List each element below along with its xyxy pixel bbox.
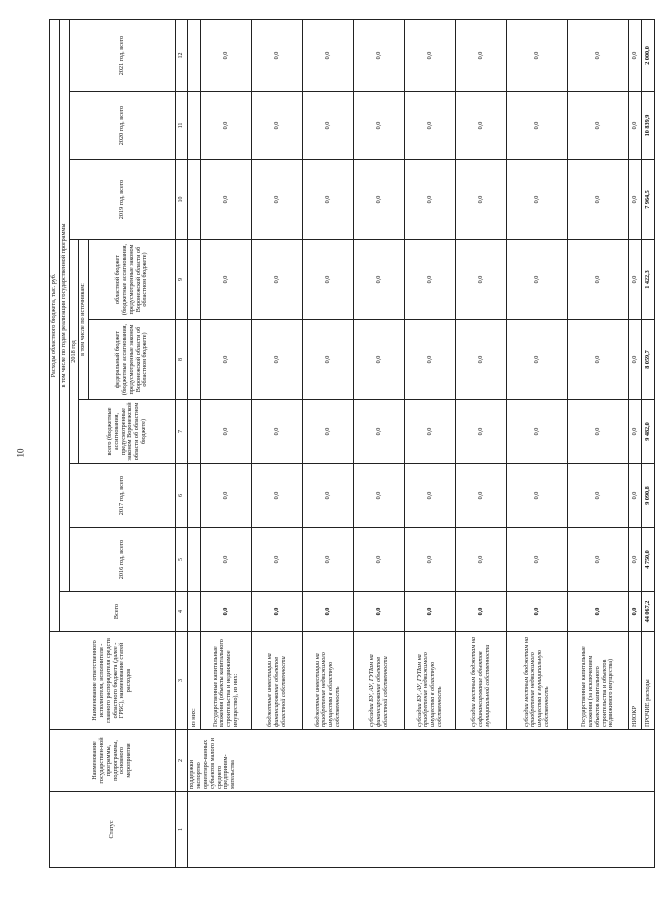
header-2021: 2021 год, всего bbox=[69, 19, 176, 91]
program-cell: поддержки экспортно ориентиро-ванных субъектов малого и среднего предприним-мательства bbox=[188, 730, 655, 792]
year-value: 0,0 bbox=[507, 19, 568, 91]
year-value: 0,0 bbox=[201, 464, 252, 528]
year-value: 0,0 bbox=[303, 92, 354, 160]
year-value: 0,0 bbox=[507, 464, 568, 528]
total-value: 0,0 bbox=[405, 592, 456, 632]
total-value: 0,0 bbox=[507, 592, 568, 632]
row-name: субсидии местным бюджетам на софинансирование объектов муниципальной собственности bbox=[456, 632, 507, 730]
year-value: 0,0 bbox=[507, 528, 568, 592]
header-executor: Наименование ответственного исполнителя, исполнителя - главного распорядителя средств областного бюджета (далее - ГРБС), наименование статей расходов bbox=[50, 632, 176, 730]
year-value: 0,0 bbox=[568, 240, 629, 320]
year-value: 0,0 bbox=[456, 160, 507, 240]
header-2016: 2016 год, всего bbox=[69, 528, 176, 592]
column-number: 10 bbox=[176, 160, 188, 240]
year-value: 0,0 bbox=[201, 400, 252, 464]
header-by-years: в том числе по годам реализации государственной программы bbox=[59, 19, 69, 591]
year-value: 0,0 bbox=[354, 464, 405, 528]
year-value: 0,0 bbox=[507, 320, 568, 400]
year-value: 0,0 bbox=[629, 400, 642, 464]
header-2018-regional: областной бюджет (бюджетные ассигнования, предусмотренные законом Воронежской области об областном бюджете) bbox=[89, 240, 176, 320]
column-number-row bbox=[176, 19, 188, 867]
year-value: 0,0 bbox=[568, 320, 629, 400]
total-value: 0,0 bbox=[629, 592, 642, 632]
year-value: 0,0 bbox=[456, 240, 507, 320]
year-value: 1 422,3 bbox=[642, 240, 655, 320]
year-value: 0,0 bbox=[456, 320, 507, 400]
year-value: 0,0 bbox=[405, 400, 456, 464]
column-number: 2 bbox=[176, 730, 188, 792]
year-value: 4 750,0 bbox=[642, 528, 655, 592]
total-value: 0,0 bbox=[456, 592, 507, 632]
year-value: 0,0 bbox=[405, 92, 456, 160]
year-value: 0,0 bbox=[303, 528, 354, 592]
year-value bbox=[188, 160, 201, 240]
header-status: Статус bbox=[50, 792, 176, 868]
header-2018-sources: в том числе по источникам: bbox=[79, 240, 89, 400]
row-name: субсидии местным бюджетам на приобретение недвижимого имущества в муниципальную собственность bbox=[507, 632, 568, 730]
year-value bbox=[188, 320, 201, 400]
year-value: 0,0 bbox=[405, 160, 456, 240]
row-name: Государственные капитальные вложения (за исключением объектов капитального строительства и объектов недвижимого имущества) bbox=[568, 632, 629, 730]
rotated-table-container bbox=[49, 20, 651, 868]
year-value bbox=[188, 92, 201, 160]
year-value: 10 839,9 bbox=[642, 92, 655, 160]
year-value: 0,0 bbox=[303, 19, 354, 91]
header-expenses: Расходы областного бюджета, тыс. руб. bbox=[50, 19, 60, 631]
budget-table bbox=[49, 19, 655, 868]
year-value bbox=[188, 240, 201, 320]
total-value: 44 067,2 bbox=[642, 592, 655, 632]
year-value: 0,0 bbox=[252, 92, 303, 160]
row-name: бюджетные инвестиции на финансирование объектов областной собственности bbox=[252, 632, 303, 730]
header-2018-total: всего (бюджетные ассигнования, предусмотренные законом Воронежской области об областном бюджете) bbox=[79, 400, 176, 464]
header-2018: 2018 год bbox=[69, 240, 79, 464]
header-2020: 2020 год, всего bbox=[69, 92, 176, 160]
year-value: 0,0 bbox=[405, 19, 456, 91]
year-value: 0,0 bbox=[354, 240, 405, 320]
header-total: Всего bbox=[59, 592, 175, 632]
column-number: 7 bbox=[176, 400, 188, 464]
year-value: 0,0 bbox=[354, 160, 405, 240]
year-value: 0,0 bbox=[568, 160, 629, 240]
header-2018-federal: федеральный бюджет (бюджетные ассигнования, предусмотренные законом Воронежской области об областном бюджете) bbox=[89, 320, 176, 400]
total-value: 0,0 bbox=[303, 592, 354, 632]
year-value: 0,0 bbox=[456, 92, 507, 160]
column-number: 11 bbox=[176, 92, 188, 160]
header-2017: 2017 год, всего bbox=[69, 464, 176, 528]
total-value: 0,0 bbox=[354, 592, 405, 632]
year-value: 0,0 bbox=[303, 400, 354, 464]
year-value: 0,0 bbox=[629, 464, 642, 528]
page-number: 10 bbox=[15, 448, 26, 458]
year-value: 0,0 bbox=[201, 320, 252, 400]
year-value: 0,0 bbox=[354, 19, 405, 91]
year-value: 0,0 bbox=[252, 528, 303, 592]
year-value bbox=[188, 19, 201, 91]
year-value: 0,0 bbox=[405, 528, 456, 592]
row-name: НИОКР bbox=[629, 632, 642, 730]
total-value: 0,0 bbox=[252, 592, 303, 632]
year-value: 0,0 bbox=[252, 160, 303, 240]
year-value bbox=[188, 400, 201, 464]
year-value: 7 964,5 bbox=[642, 160, 655, 240]
year-value: 0,0 bbox=[201, 528, 252, 592]
year-value: 0,0 bbox=[252, 19, 303, 91]
year-value: 2 000,0 bbox=[642, 19, 655, 91]
column-number: 6 bbox=[176, 464, 188, 528]
column-number: 3 bbox=[176, 632, 188, 730]
column-number: 5 bbox=[176, 528, 188, 592]
row-name: Государственные капитальные вложения (объекты капитального строительства и недвижимое имущество), из них: bbox=[201, 632, 252, 730]
year-value: 0,0 bbox=[568, 19, 629, 91]
row-name: бюджетные инвестиции на приобретение недвижимого имущества в областную собственность bbox=[303, 632, 354, 730]
year-value: 0,0 bbox=[252, 320, 303, 400]
status-cell bbox=[188, 792, 655, 868]
year-value: 0,0 bbox=[568, 400, 629, 464]
year-value: 0,0 bbox=[303, 320, 354, 400]
column-number: 12 bbox=[176, 19, 188, 91]
year-value: 0,0 bbox=[629, 19, 642, 91]
year-value: 0,0 bbox=[303, 240, 354, 320]
year-value: 0,0 bbox=[354, 528, 405, 592]
year-value: 0,0 bbox=[568, 464, 629, 528]
year-value: 0,0 bbox=[568, 528, 629, 592]
column-number: 4 bbox=[176, 592, 188, 632]
year-value bbox=[188, 528, 201, 592]
header-2019: 2019 год, всего bbox=[69, 160, 176, 240]
column-number: 9 bbox=[176, 240, 188, 320]
year-value: 0,0 bbox=[303, 160, 354, 240]
row-name: субсидии БУ, АУ, ГУПам на финансирование объектов областной собственности bbox=[354, 632, 405, 730]
year-value: 0,0 bbox=[629, 160, 642, 240]
row-name: субсидии БУ, АУ, ГУПам на приобретение недвижимого имущества в областную собственность bbox=[405, 632, 456, 730]
year-value: 0,0 bbox=[507, 92, 568, 160]
year-value: 9 482,0 bbox=[642, 400, 655, 464]
row-name: из них: bbox=[188, 632, 201, 730]
column-number: 1 bbox=[176, 792, 188, 868]
row-name: ПРОЧИЕ расходы bbox=[642, 632, 655, 730]
year-value: 0,0 bbox=[303, 464, 354, 528]
total-value: 0,0 bbox=[568, 592, 629, 632]
year-value: 0,0 bbox=[201, 92, 252, 160]
year-value: 0,0 bbox=[507, 400, 568, 464]
year-value: 9 090,8 bbox=[642, 464, 655, 528]
year-value: 0,0 bbox=[201, 160, 252, 240]
year-value: 0,0 bbox=[456, 464, 507, 528]
year-value: 0,0 bbox=[201, 240, 252, 320]
total-value bbox=[188, 592, 201, 632]
column-number: 8 bbox=[176, 320, 188, 400]
year-value: 0,0 bbox=[568, 92, 629, 160]
year-value: 0,0 bbox=[354, 400, 405, 464]
year-value: 0,0 bbox=[456, 19, 507, 91]
year-value: 0,0 bbox=[405, 240, 456, 320]
year-value: 0,0 bbox=[252, 240, 303, 320]
year-value: 0,0 bbox=[456, 400, 507, 464]
year-value: 0,0 bbox=[507, 160, 568, 240]
year-value: 0,0 bbox=[201, 19, 252, 91]
year-value: 0,0 bbox=[456, 528, 507, 592]
year-value: 0,0 bbox=[405, 464, 456, 528]
year-value: 0,0 bbox=[354, 92, 405, 160]
table-row bbox=[188, 19, 201, 867]
year-value: 0,0 bbox=[629, 92, 642, 160]
year-value: 0,0 bbox=[405, 320, 456, 400]
year-value: 0,0 bbox=[629, 240, 642, 320]
year-value: 0,0 bbox=[252, 464, 303, 528]
table-body bbox=[188, 19, 655, 867]
year-value: 0,0 bbox=[354, 320, 405, 400]
year-value: 0,0 bbox=[252, 400, 303, 464]
year-value: 0,0 bbox=[629, 320, 642, 400]
year-value: 0,0 bbox=[629, 528, 642, 592]
total-value: 0,0 bbox=[201, 592, 252, 632]
year-value bbox=[188, 464, 201, 528]
year-value: 0,0 bbox=[507, 240, 568, 320]
year-value: 8 059,7 bbox=[642, 320, 655, 400]
header-program-name: Наименование государствен-ной программы, подпрограммы, основного мероприятия bbox=[50, 730, 176, 792]
